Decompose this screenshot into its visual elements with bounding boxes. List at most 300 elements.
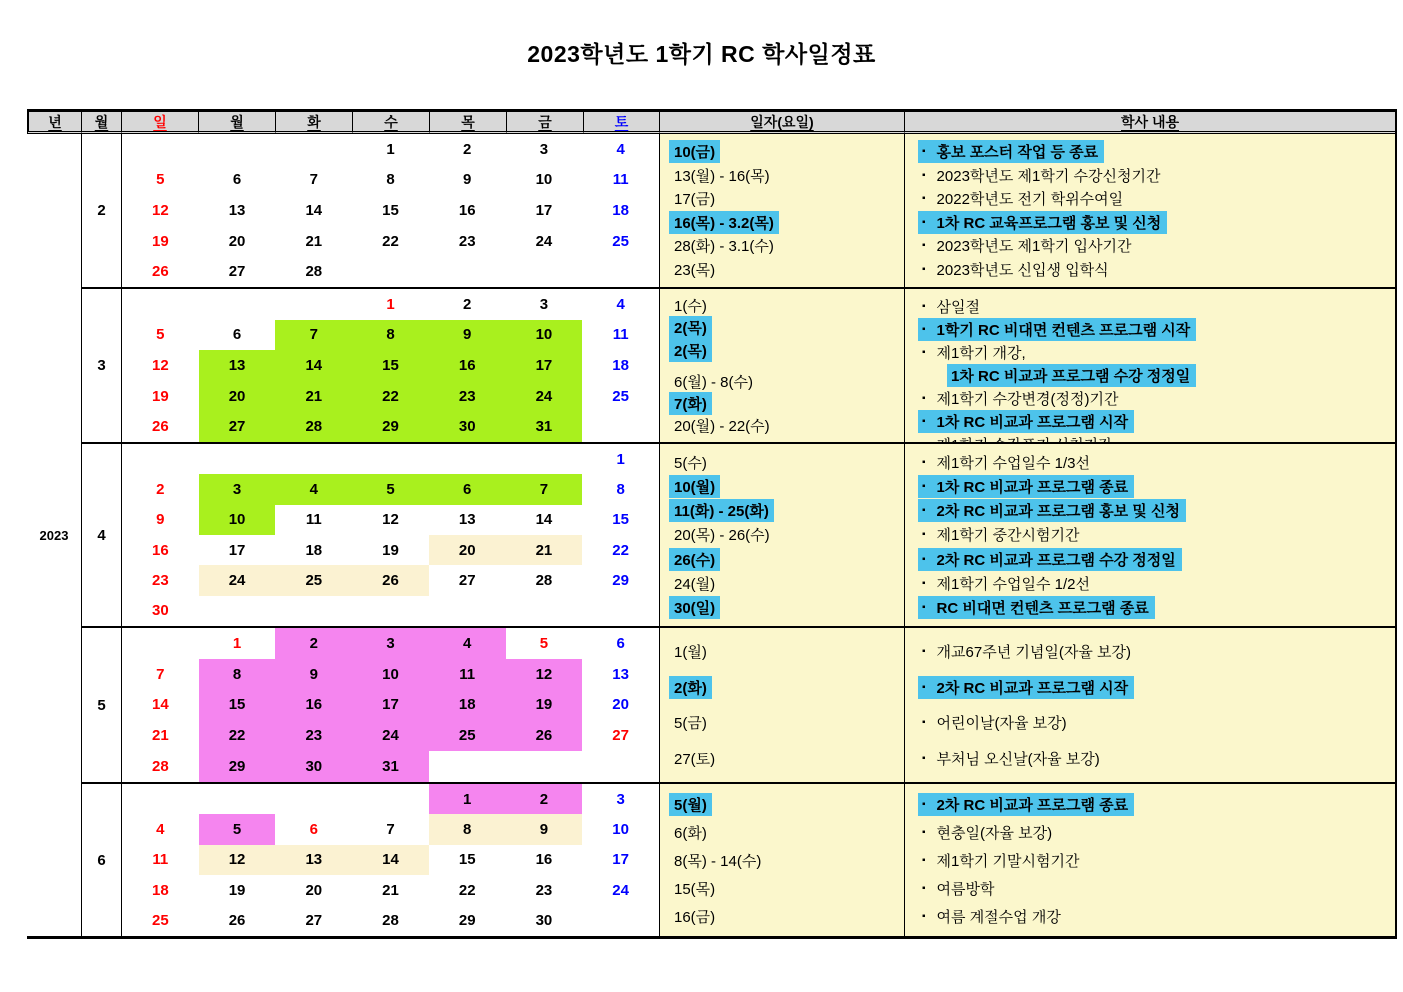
calendar-day bbox=[352, 444, 429, 474]
event-date-column bbox=[660, 628, 905, 784]
month-calendar bbox=[122, 784, 660, 936]
event-content bbox=[922, 164, 1166, 187]
calendar-day: 21 bbox=[152, 727, 169, 745]
calendar-day: 10 bbox=[199, 505, 276, 535]
bullet-icon: ▪ bbox=[922, 263, 926, 275]
bullet-icon: ▪ bbox=[922, 717, 926, 729]
calendar-day: 28 bbox=[152, 758, 169, 776]
event-content-column bbox=[905, 134, 1395, 289]
event-date-row bbox=[660, 874, 904, 902]
calendar-day bbox=[275, 134, 352, 165]
calendar-day: 14 bbox=[152, 696, 169, 714]
calendar-day: 27 bbox=[228, 263, 246, 281]
event-content-row bbox=[905, 234, 1395, 258]
calendar-day: 1 bbox=[386, 140, 395, 158]
event-date: 20(월) - 22(수) bbox=[674, 418, 770, 435]
calendar-day: 26 bbox=[152, 418, 169, 436]
event-text: 2023학년도 제1학기 입사기간 bbox=[936, 238, 1132, 256]
calendar-day bbox=[275, 784, 352, 814]
calendar-day: 27 bbox=[305, 912, 323, 930]
calendar-day: 11 bbox=[305, 511, 322, 529]
event-content-column bbox=[905, 289, 1395, 444]
header-year: 년 bbox=[27, 112, 82, 134]
calendar-day bbox=[352, 256, 429, 287]
calendar-day: 21 bbox=[382, 881, 399, 899]
calendar-day: 12 bbox=[152, 201, 169, 219]
event-date: 26(수) bbox=[669, 548, 720, 571]
calendar-day bbox=[429, 596, 506, 626]
month-number: 4 bbox=[82, 444, 122, 628]
bullet-icon: ▪ bbox=[922, 393, 926, 404]
event-text: 2차 RC 비교과 프로그램 수강 정정일 bbox=[936, 551, 1176, 569]
event-content bbox=[918, 140, 1104, 163]
calendar-day: 15 bbox=[382, 201, 399, 219]
event-date-row bbox=[660, 295, 904, 316]
calendar-day: 22 bbox=[612, 541, 629, 559]
event-date: 13(월) - 16(목) bbox=[674, 167, 770, 185]
calendar-day: 1 bbox=[386, 295, 395, 313]
calendar-day bbox=[429, 751, 506, 782]
calendar-day: 4 bbox=[616, 295, 625, 313]
bullet-icon: ▪ bbox=[922, 752, 926, 764]
calendar-day: 13 bbox=[228, 201, 246, 219]
event-content bbox=[922, 747, 1106, 770]
calendar-day bbox=[582, 906, 659, 936]
calendar-day: 11 bbox=[612, 171, 629, 189]
event-content bbox=[922, 523, 1085, 546]
event-text: 여름 계절수업 개강 bbox=[936, 908, 1061, 926]
event-date: 2(화) bbox=[669, 676, 712, 699]
event-text: RC 비대면 컨텐츠 프로그램 종료 bbox=[936, 600, 1149, 618]
calendar-day: 2 bbox=[275, 628, 352, 659]
calendar-day bbox=[199, 134, 276, 165]
month-calendar bbox=[122, 628, 660, 784]
calendar-day: 27 bbox=[458, 571, 476, 589]
calendar-day: 26 bbox=[228, 912, 246, 930]
calendar-day: 29 bbox=[458, 912, 476, 930]
calendar-day: 18 bbox=[152, 881, 169, 899]
calendar-day: 5 bbox=[352, 474, 429, 504]
calendar-day: 4 bbox=[429, 628, 506, 659]
calendar-day: 2 bbox=[506, 784, 583, 814]
calendar-day: 20 bbox=[228, 232, 246, 250]
event-text: 1차 RC 비교과 프로그램 수강 정정일 bbox=[951, 368, 1191, 385]
year-cell: 2023 bbox=[27, 134, 82, 936]
calendar-day: 3 bbox=[539, 295, 549, 313]
event-text: 1차 RC 교육프로그램 홍보 및 신청 bbox=[936, 214, 1162, 232]
calendar-day: 28 bbox=[305, 263, 323, 281]
calendar-day bbox=[199, 444, 276, 474]
calendar-day: 9 bbox=[429, 320, 506, 351]
event-content-row bbox=[905, 741, 1395, 777]
event-content bbox=[918, 793, 1134, 816]
calendar-day bbox=[199, 784, 276, 814]
calendar-day: 10 bbox=[612, 821, 629, 839]
calendar-day: 13 bbox=[275, 845, 352, 875]
event-date-row bbox=[660, 140, 904, 164]
bullet-icon: ▪ bbox=[922, 193, 926, 205]
calendar-day: 12 bbox=[199, 845, 276, 875]
event-content-row bbox=[905, 387, 1395, 410]
event-text: 제1학기 중간시험기간 bbox=[936, 527, 1080, 545]
bullet-icon: ▪ bbox=[922, 505, 926, 517]
calendar-day: 30 bbox=[152, 602, 169, 620]
event-content bbox=[947, 364, 1196, 387]
calendar-day: 5 bbox=[156, 171, 165, 189]
bullet-icon: ▪ bbox=[922, 854, 926, 866]
calendar-day: 30 bbox=[429, 411, 506, 442]
calendar-day: 24 bbox=[612, 881, 629, 899]
event-date-row bbox=[660, 499, 904, 523]
event-content-row bbox=[905, 450, 1395, 474]
bullet-icon: ▪ bbox=[922, 146, 926, 158]
event-content bbox=[918, 410, 1134, 433]
calendar-day: 21 bbox=[506, 535, 583, 565]
event-date-row bbox=[660, 670, 904, 706]
event-date-row bbox=[660, 258, 904, 282]
event-date: 20(목) - 26(수) bbox=[674, 527, 770, 545]
calendar-day: 9 bbox=[506, 814, 583, 844]
calendar-day: 6 bbox=[232, 326, 242, 344]
event-text: 홍보 포스터 작업 등 종료 bbox=[936, 144, 1099, 162]
event-content bbox=[922, 640, 1137, 663]
calendar-day bbox=[199, 596, 276, 626]
event-date-row bbox=[660, 741, 904, 777]
calendar-day: 1 bbox=[429, 784, 506, 814]
bullet-icon: ▪ bbox=[922, 646, 926, 658]
bullet-icon: ▪ bbox=[922, 347, 926, 358]
calendar-day: 12 bbox=[382, 511, 399, 529]
calendar-day: 20 bbox=[305, 881, 323, 899]
event-content-row bbox=[905, 846, 1395, 874]
event-content bbox=[918, 475, 1134, 498]
event-content-row bbox=[905, 187, 1395, 211]
event-content-row bbox=[905, 341, 1395, 364]
event-text: 제1학기 수강변경(정정)기간 bbox=[936, 391, 1119, 408]
event-date-column bbox=[660, 134, 905, 289]
event-date-row bbox=[660, 234, 904, 258]
calendar-day: 27 bbox=[199, 411, 276, 442]
event-text: 2차 RC 비교과 프로그램 종료 bbox=[936, 796, 1129, 814]
event-text: 제1학기 기말시험기간 bbox=[936, 852, 1080, 870]
calendar-day: 2 bbox=[463, 295, 472, 313]
event-date-row bbox=[660, 187, 904, 211]
event-date: 6(화) bbox=[674, 824, 707, 842]
event-date: 28(화) - 3.1(수) bbox=[674, 238, 774, 256]
event-date-row bbox=[660, 415, 904, 436]
event-content bbox=[918, 499, 1186, 522]
calendar-day: 9 bbox=[156, 511, 165, 529]
event-content bbox=[922, 258, 1115, 281]
bullet-icon: ▪ bbox=[922, 798, 926, 810]
calendar-day: 12 bbox=[506, 659, 583, 690]
calendar-day bbox=[275, 444, 352, 474]
bullet-icon: ▪ bbox=[922, 324, 926, 335]
event-date-row bbox=[660, 164, 904, 188]
calendar-day: 10 bbox=[535, 171, 553, 189]
calendar-day: 16 bbox=[152, 541, 169, 559]
calendar-day bbox=[275, 289, 352, 320]
calendar-day: 7 bbox=[156, 665, 165, 683]
calendar-day: 14 bbox=[352, 845, 429, 875]
header-date-col: 일자(요일) bbox=[660, 112, 905, 134]
calendar-day: 14 bbox=[305, 201, 323, 219]
header-day-tue: 화 bbox=[276, 112, 353, 134]
calendar-day bbox=[429, 444, 506, 474]
event-date-row bbox=[660, 634, 904, 670]
event-content-row bbox=[905, 818, 1395, 846]
calendar-day: 12 bbox=[152, 356, 169, 374]
calendar-day bbox=[199, 289, 276, 320]
calendar-day: 31 bbox=[506, 411, 583, 442]
event-content-row bbox=[905, 547, 1395, 571]
calendar-day: 9 bbox=[275, 659, 352, 690]
calendar-day: 29 bbox=[352, 411, 429, 442]
event-date: 30(일) bbox=[669, 596, 720, 619]
calendar-day: 9 bbox=[463, 171, 472, 189]
event-date: 8(목) - 14(수) bbox=[674, 852, 762, 870]
calendar-day: 6 bbox=[232, 171, 242, 189]
event-date: 16(금) bbox=[674, 908, 716, 926]
event-content bbox=[918, 676, 1134, 699]
calendar-day: 17 bbox=[228, 541, 246, 559]
calendar-day: 14 bbox=[275, 350, 352, 381]
calendar-day bbox=[506, 751, 583, 782]
calendar-day: 22 bbox=[352, 381, 429, 412]
calendar-day bbox=[582, 596, 659, 626]
event-date: 2(목) bbox=[669, 316, 712, 339]
event-date: 16(목) - 3.2(목) bbox=[669, 211, 779, 234]
calendar-day: 18 bbox=[429, 690, 506, 721]
event-content bbox=[922, 451, 1096, 474]
event-date-row bbox=[660, 547, 904, 571]
event-content bbox=[922, 821, 1058, 844]
calendar-day: 11 bbox=[612, 326, 629, 344]
event-date: 6(월) - 8(수) bbox=[674, 374, 753, 391]
calendar-day: 4 bbox=[275, 474, 352, 504]
calendar-day: 28 bbox=[535, 571, 553, 589]
header-day-mon: 월 bbox=[199, 112, 276, 134]
event-text: 삼일절 bbox=[936, 299, 981, 316]
calendar-day: 20 bbox=[429, 535, 506, 565]
event-content-row bbox=[905, 364, 1395, 387]
calendar-day: 13 bbox=[199, 350, 276, 381]
bullet-icon: ▪ bbox=[922, 882, 926, 894]
event-date: 10(월) bbox=[669, 475, 720, 498]
calendar-day bbox=[122, 289, 199, 320]
calendar-day: 18 bbox=[612, 356, 629, 374]
bullet-icon: ▪ bbox=[922, 553, 926, 565]
event-text: 2023학년도 제1학기 수강신청기간 bbox=[936, 167, 1161, 185]
calendar-day: 15 bbox=[199, 690, 276, 721]
event-text: 2차 RC 비교과 프로그램 홍보 및 신청 bbox=[936, 503, 1180, 521]
calendar-day: 21 bbox=[275, 381, 352, 412]
event-date-row bbox=[660, 316, 904, 339]
calendar-day: 16 bbox=[429, 350, 506, 381]
calendar-day: 8 bbox=[199, 659, 276, 690]
calendar-day bbox=[122, 628, 199, 659]
event-date-row bbox=[660, 846, 904, 874]
calendar-day: 6 bbox=[309, 821, 318, 839]
event-content-row bbox=[905, 523, 1395, 547]
event-date: 5(월) bbox=[669, 793, 712, 816]
event-text: 2023학년도 신입생 입학식 bbox=[936, 261, 1109, 279]
event-text: 여름방학 bbox=[936, 880, 995, 898]
calendar-day: 24 bbox=[352, 720, 429, 751]
calendar-day: 18 bbox=[612, 201, 629, 219]
calendar-day: 17 bbox=[352, 690, 429, 721]
event-content bbox=[918, 211, 1167, 234]
calendar-day bbox=[122, 784, 199, 814]
bullet-icon: ▪ bbox=[922, 602, 926, 614]
calendar-day: 18 bbox=[305, 541, 323, 559]
bullet-icon: ▪ bbox=[922, 826, 926, 838]
event-date: 1(수) bbox=[674, 298, 707, 315]
calendar-day: 15 bbox=[612, 511, 629, 529]
event-date: 5(금) bbox=[674, 715, 707, 733]
event-content-row bbox=[905, 140, 1395, 164]
calendar-day: 22 bbox=[458, 881, 476, 899]
event-content-row bbox=[905, 164, 1395, 188]
bullet-icon: ▪ bbox=[922, 681, 926, 693]
event-content-row bbox=[905, 318, 1395, 341]
event-content-row bbox=[905, 295, 1395, 318]
month-calendar bbox=[122, 134, 660, 289]
header-day-thu: 목 bbox=[430, 112, 507, 134]
event-date: 11(화) - 25(화) bbox=[669, 499, 774, 522]
calendar-day: 8 bbox=[352, 320, 429, 351]
event-content bbox=[922, 234, 1138, 257]
calendar-day: 5 bbox=[199, 814, 276, 844]
calendar-day: 10 bbox=[352, 659, 429, 690]
calendar-day: 15 bbox=[352, 350, 429, 381]
calendar-day: 5 bbox=[539, 634, 549, 652]
event-date-row bbox=[660, 362, 904, 371]
calendar-day: 23 bbox=[152, 571, 169, 589]
event-text: 부처님 오신날(자율 보강) bbox=[936, 750, 1100, 768]
schedule-table bbox=[27, 109, 1397, 939]
calendar-day: 3 bbox=[199, 474, 276, 504]
calendar-day: 16 bbox=[458, 201, 476, 219]
event-date-row bbox=[660, 474, 904, 498]
month-number: 6 bbox=[82, 784, 122, 936]
calendar-day: 8 bbox=[429, 814, 506, 844]
calendar-day: 19 bbox=[506, 690, 583, 721]
month-number: 2 bbox=[82, 134, 122, 289]
calendar-day: 22 bbox=[382, 232, 399, 250]
calendar-day: 22 bbox=[199, 720, 276, 751]
calendar-day bbox=[582, 411, 659, 442]
calendar-day: 6 bbox=[429, 474, 506, 504]
calendar-day: 19 bbox=[152, 387, 169, 405]
header-day-sun: 일 bbox=[122, 112, 199, 134]
event-text: 제1학기 수업일수 1/3선 bbox=[936, 454, 1090, 472]
bullet-icon: ▪ bbox=[922, 578, 926, 590]
calendar-day: 7 bbox=[309, 171, 318, 189]
calendar-day: 6 bbox=[616, 634, 625, 652]
calendar-day: 14 bbox=[535, 511, 553, 529]
event-date-row bbox=[660, 523, 904, 547]
calendar-day: 29 bbox=[612, 571, 629, 589]
event-date-row bbox=[660, 571, 904, 595]
calendar-day: 8 bbox=[386, 171, 395, 189]
calendar-day bbox=[352, 596, 429, 626]
event-text: 현충일(자율 보강) bbox=[936, 824, 1053, 842]
calendar-day: 17 bbox=[612, 851, 629, 869]
header-day-wed: 수 bbox=[353, 112, 430, 134]
event-date-row bbox=[660, 339, 904, 362]
bullet-icon: ▪ bbox=[922, 169, 926, 181]
calendar-day: 28 bbox=[275, 411, 352, 442]
event-date-row bbox=[660, 450, 904, 474]
calendar-day: 3 bbox=[616, 790, 625, 808]
event-content-column bbox=[905, 628, 1395, 784]
calendar-day: 20 bbox=[199, 381, 276, 412]
calendar-day: 30 bbox=[535, 912, 553, 930]
calendar-day: 13 bbox=[458, 511, 476, 529]
calendar-day: 25 bbox=[275, 565, 352, 595]
event-date-row bbox=[660, 705, 904, 741]
calendar-day: 19 bbox=[382, 541, 399, 559]
event-date: 10(금) bbox=[669, 140, 720, 163]
month-number: 3 bbox=[82, 289, 122, 444]
calendar-day: 26 bbox=[152, 263, 169, 281]
calendar-day: 7 bbox=[275, 320, 352, 351]
calendar-day: 15 bbox=[458, 851, 476, 869]
event-text: 어린이날(자율 보강) bbox=[936, 715, 1067, 733]
calendar-day: 26 bbox=[352, 565, 429, 595]
calendar-day: 24 bbox=[199, 565, 276, 595]
calendar-day: 24 bbox=[506, 381, 583, 412]
calendar-day: 17 bbox=[535, 201, 553, 219]
event-date: 17(금) bbox=[674, 191, 716, 209]
event-date-row bbox=[660, 790, 904, 818]
event-content bbox=[922, 572, 1096, 595]
event-date-column bbox=[660, 784, 905, 936]
bullet-icon: ▪ bbox=[922, 480, 926, 492]
calendar-day: 26 bbox=[506, 720, 583, 751]
event-date: 7(화) bbox=[669, 392, 712, 415]
calendar-day: 24 bbox=[535, 232, 553, 250]
month-calendar bbox=[122, 289, 660, 444]
event-date-row bbox=[660, 818, 904, 846]
calendar-day: 25 bbox=[429, 720, 506, 751]
calendar-day bbox=[506, 596, 583, 626]
event-content bbox=[922, 295, 986, 318]
calendar-day: 8 bbox=[616, 480, 625, 498]
calendar-day: 28 bbox=[382, 912, 399, 930]
calendar-day: 4 bbox=[616, 140, 625, 158]
calendar-day: 7 bbox=[506, 474, 583, 504]
event-content-row bbox=[905, 474, 1395, 498]
event-date: 24(월) bbox=[674, 576, 716, 594]
event-content-row bbox=[905, 670, 1395, 706]
event-date-row bbox=[660, 211, 904, 235]
calendar-day: 3 bbox=[539, 140, 549, 158]
calendar-day: 11 bbox=[429, 659, 506, 690]
event-content-column bbox=[905, 444, 1395, 628]
calendar-day bbox=[582, 751, 659, 782]
event-content bbox=[918, 548, 1182, 571]
event-content-row bbox=[905, 211, 1395, 235]
event-date: 5(수) bbox=[674, 454, 707, 472]
calendar-day: 11 bbox=[152, 851, 169, 869]
event-text: 제1학기 개강, bbox=[936, 345, 1026, 362]
event-date: 2(목) bbox=[669, 339, 712, 362]
event-content bbox=[918, 596, 1155, 619]
bullet-icon: ▪ bbox=[922, 416, 926, 427]
calendar-day: 23 bbox=[458, 232, 476, 250]
